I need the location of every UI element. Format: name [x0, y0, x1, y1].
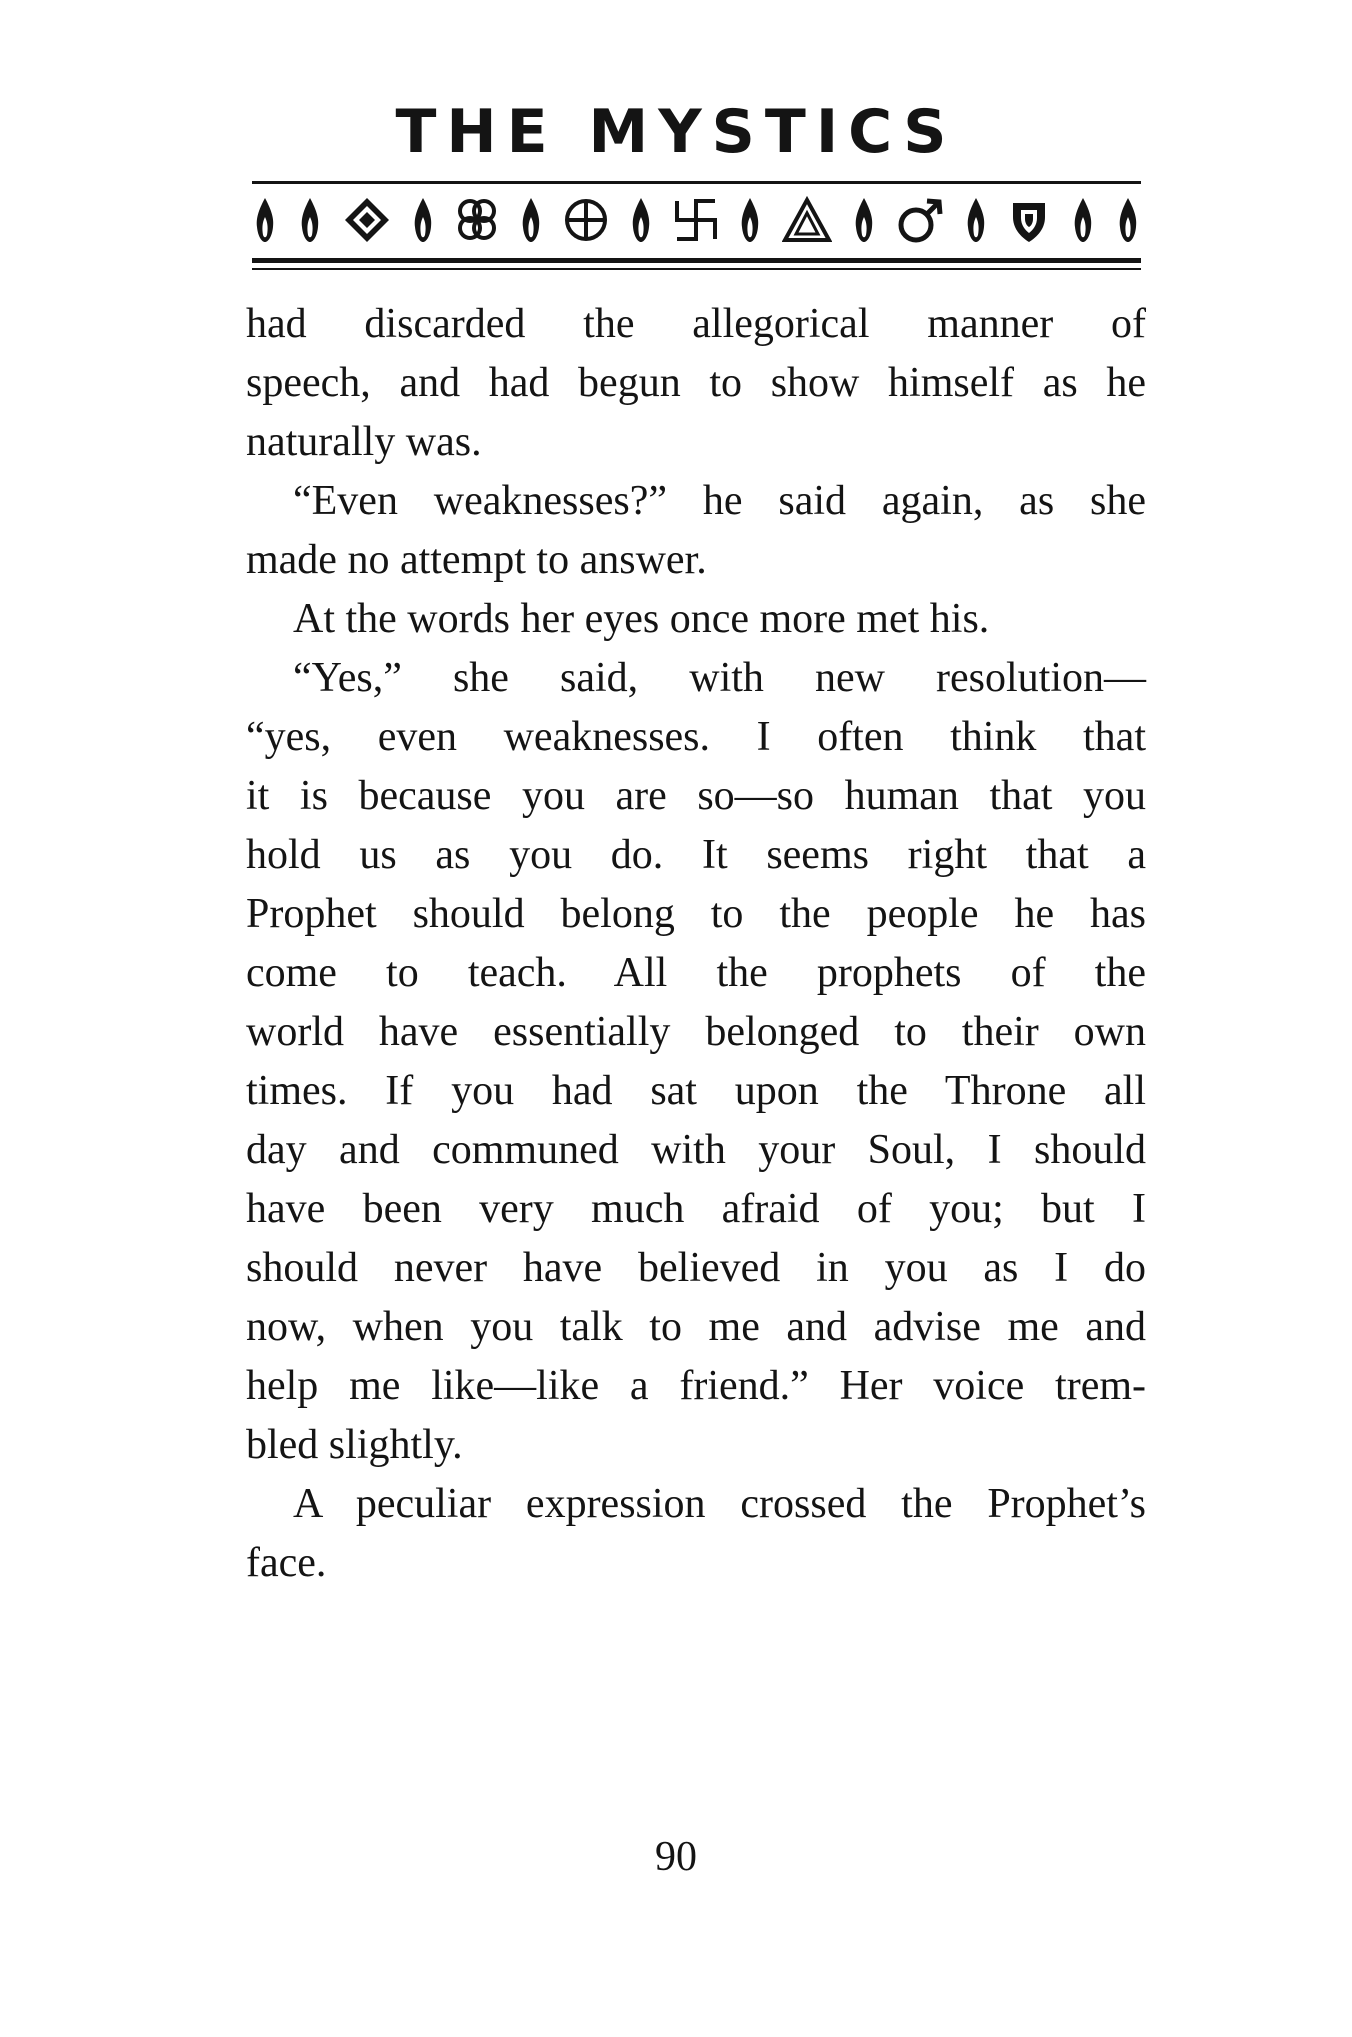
knot-icon: [455, 195, 499, 245]
paragraph: [246, 472, 1146, 590]
text-line: world have essentially belonged to their own: [246, 1009, 1146, 1055]
text-line: Prophet should belong to the people he has: [246, 891, 1146, 937]
text-line: bled slightly.: [246, 1422, 463, 1468]
text-line: face.: [246, 1540, 327, 1586]
text-line: hold us as you do. It seems right that a: [246, 832, 1146, 878]
text-line: come to teach. All the prophets of the: [246, 950, 1146, 996]
paragraph: [246, 1475, 1146, 1593]
flame-icon: [518, 195, 544, 245]
text-line: “Yes,” she said, with new resolution—: [293, 655, 1146, 701]
text-line: “Even weaknesses?” he said again, as she: [293, 478, 1146, 524]
text-line: now, when you talk to me and advise me and: [246, 1304, 1146, 1350]
flame-icon: [737, 195, 763, 245]
flame-icon: [252, 195, 278, 245]
flame-icon: [851, 195, 877, 245]
paragraph: [246, 649, 1146, 1475]
text-line: times. If you had sat upon the Throne all: [246, 1068, 1146, 1114]
flame-icon: [297, 195, 323, 245]
text-line: At the words her eyes once more met his.: [293, 596, 990, 642]
flame-icon: [1115, 195, 1141, 245]
flame-icon: [963, 195, 989, 245]
paragraph: [246, 295, 1146, 472]
text-line: it is because you are so—so human that you: [246, 773, 1146, 819]
header-rule-bottom-thin: [252, 268, 1141, 270]
diamond-icon: [342, 195, 392, 245]
swastika-icon: [673, 195, 719, 245]
text-line: day and communed with your Soul, I should: [246, 1127, 1146, 1173]
paragraph: [246, 590, 1146, 649]
ornament-band: [252, 192, 1141, 248]
text-line: made no attempt to answer.: [246, 537, 707, 583]
page-number: 90: [655, 1834, 697, 1880]
flame-icon: [1070, 195, 1096, 245]
page-title: THE MYSTICS: [395, 97, 957, 167]
text-line: help me like—like a friend.” Her voice trem-: [246, 1363, 1146, 1409]
text-line: had discarded the allegorical manner of: [246, 301, 1146, 347]
shield-icon: [1007, 195, 1051, 245]
header-rule-bottom-thick: [252, 258, 1141, 263]
text-line: have been very much afraid of you; but I: [246, 1186, 1146, 1232]
flame-icon: [628, 195, 654, 245]
quartered-circle-icon: [563, 195, 609, 245]
header-rule-top: [252, 181, 1141, 184]
text-line: speech, and had begun to show himself as he: [246, 360, 1146, 406]
text-block: [246, 295, 1146, 1593]
triangle-icon: [782, 195, 832, 245]
text-line: A peculiar expression crossed the Prophet’s: [293, 1481, 1146, 1527]
text-line: should never have believed in you as I do: [246, 1245, 1146, 1291]
mars-symbol-icon: [896, 195, 944, 245]
text-line: naturally was.: [246, 419, 482, 465]
flame-icon: [410, 195, 436, 245]
text-line: “yes, even weaknesses. I often think that: [246, 714, 1146, 760]
